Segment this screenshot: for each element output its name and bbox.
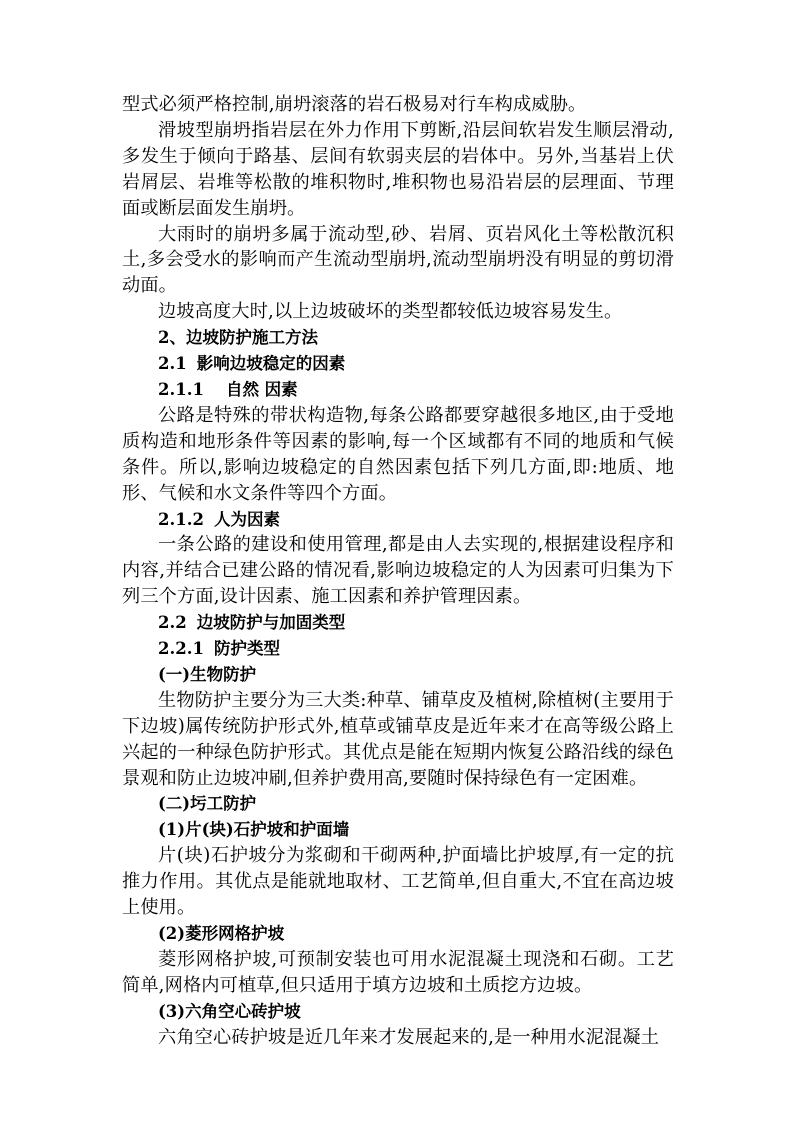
section-number: 2.1.2 [158, 509, 204, 529]
section-title: 防护类型 [213, 639, 280, 659]
section-title: 影响边坡稳定的因素 [196, 354, 346, 374]
item-title: 片(块)石护坡和护面墙 [185, 820, 350, 840]
section-number: 2.1 [158, 354, 187, 374]
item-number: (3) [158, 1001, 186, 1021]
section-heading-2-text: 2、边坡防护施工方法 [158, 328, 318, 348]
section-heading-2 [122, 325, 674, 351]
item-number: (2) [158, 924, 186, 943]
paragraph-diamond-grid: 菱形网格护坡,可预制安装也可用水泥混凝土现浇和石砌。工艺简单,网格内可植草,但只适用于填方边坡和土质挖方边坡。 [122, 948, 674, 996]
paragraph-landslide-collapse: 滑坡型崩坍指岩层在外力作用下剪断,沿层间软岩发生顺层滑动,多发生于倾向于路基、层间有软弱夹层的岩体中。另外,当基岩上伏岩屑层、岩堆等松散的堆积物时,堆积物也易沿岩层的层理面、节理面或断层面发生崩坍。 [122, 119, 674, 219]
section-number: 2.1.1 [158, 379, 204, 399]
item-title: 六角空心砖护坡 [185, 1001, 301, 1021]
subsection-masonry-protection [122, 791, 674, 817]
paragraph-natural-factors: 公路是特殊的带状构造物,每条公路都要穿越很多地区,由于受地质构造和地形条件等因素的影响,每一个区域都有不同的地质和气候条件。所以,影响边坡稳定的自然因素包括下列几方面,即:地质、地形、气候和水文条件等四个方面。 [122, 404, 674, 504]
paragraph-biological-protection: 生物防护主要分为三大类:种草、铺草皮及植树,除植树(主要用于下边坡)属传统防护形式外,植草或铺草皮是近年来才在高等级公路上兴起的一种绿色防护形式。其优点是能在短期内恢复公路沿线的绿色景观和防止边坡冲刷,但养护费用高,要随时保持绿色有一定困难。 [122, 689, 674, 789]
paragraph-flow-collapse: 大雨时的崩坍多属于流动型,砂、岩屑、页岩风化土等松散沉积土,多会受水的影响而产生流动型崩坍,流动型崩坍没有明显的剪切滑动面。 [122, 223, 674, 297]
section-title: 人为因素 [213, 509, 280, 529]
paragraph-slope-height: 边坡高度大时,以上边坡破坏的类型都较低边坡容易发生。 [158, 301, 623, 323]
subsection-title: (二)圬工防护 [158, 794, 257, 814]
item-heading-3 [122, 999, 674, 1025]
item-number: (1) [158, 820, 186, 840]
section-number: 2.2.1 [158, 639, 204, 659]
item-title: 菱形网格护坡 [185, 924, 285, 943]
section-heading-2-2-1 [122, 636, 674, 662]
paragraph-stone-slope: 片(块)石护坡分为浆砌和干砌两种,护面墙比护坡厚,有一定的抗推力作用。其优点是能就地取材、工艺简单,但自重大,不宜在高边坡上使用。 [122, 845, 674, 919]
subsection-title: (一)生物防护 [158, 664, 257, 684]
paragraph-collapse-control: 型式必须严格控制,崩坍滚落的岩石极易对行车构成威胁。 [122, 94, 587, 115]
item-heading-2 [122, 921, 674, 947]
section-heading-2-2 [122, 610, 674, 636]
paragraph-human-factors: 一条公路的建设和使用管理,都是由人去实现的,根据建设程序和内容,并结合已建公路的情况看,影响边坡稳定的人为因素可归集为下列三个方面,设计因素、施工因素和养护管理因素。 [122, 534, 674, 608]
section-heading-2-1-2 [122, 507, 674, 533]
subsection-biological-protection [122, 662, 674, 688]
item-heading-1 [122, 817, 674, 843]
section-number: 2.2 [158, 613, 187, 633]
document-body [122, 92, 674, 1051]
paragraph-hexagon-brick: 六角空心砖护坡是近几年来才发展起来的,是一种用水泥混凝土 [158, 1026, 660, 1048]
section-heading-2-1 [122, 351, 674, 377]
section-title: 自然 因素 [225, 379, 298, 399]
section-title: 边坡防护与加固类型 [196, 613, 346, 633]
section-heading-2-1-1 [122, 377, 674, 403]
